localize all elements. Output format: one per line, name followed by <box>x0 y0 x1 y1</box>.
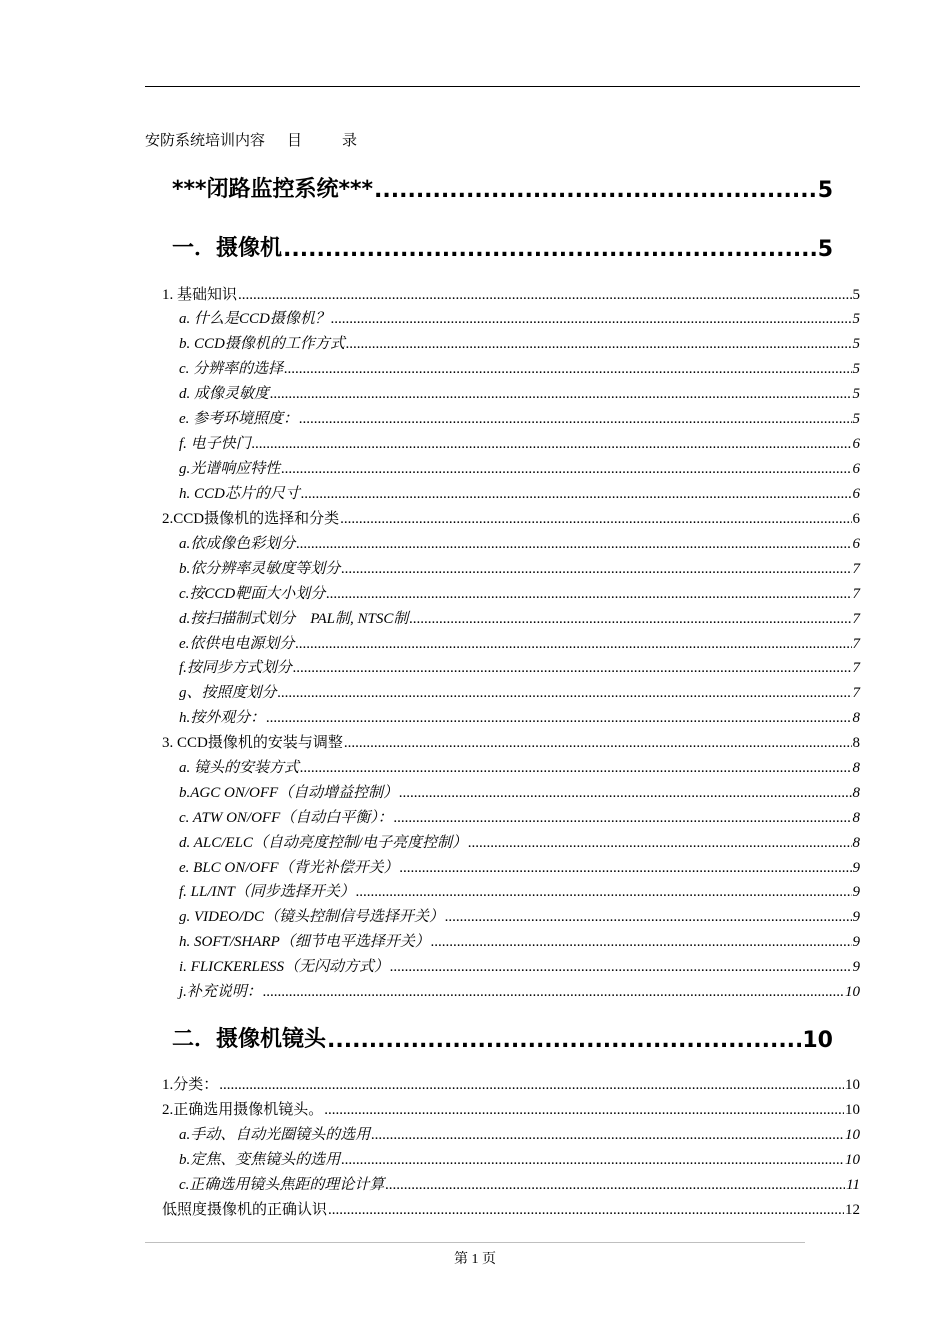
toc-entry-page: 9 <box>852 860 860 876</box>
footer-rule <box>145 1242 805 1243</box>
toc-entry-page: 6 <box>852 436 860 452</box>
header-title: 安防系统培训内容 <box>145 133 266 149</box>
toc-entry[interactable] <box>179 656 860 677</box>
toc-entry-title: h.按外观分： <box>179 710 266 726</box>
toc-leader-dots <box>328 1202 844 1219</box>
toc-entry-page: 8 <box>852 835 860 851</box>
toc-entry[interactable] <box>179 681 860 702</box>
running-header <box>145 129 357 150</box>
toc-leader-dots <box>409 611 851 628</box>
toc-leader-dots <box>284 361 851 378</box>
toc-entry[interactable] <box>162 507 860 528</box>
toc-leader-dots <box>293 660 852 677</box>
toc-entry-title: f.按同步方式划分 <box>179 660 292 676</box>
toc-entry-title: d. ALC/ELC（自动亮度控制/电子亮度控制） <box>179 835 468 851</box>
toc-entry[interactable] <box>179 806 860 827</box>
toc-entry-page: 7 <box>852 561 860 577</box>
toc-entry-page: 9 <box>852 959 860 975</box>
toc-entry[interactable] <box>179 607 860 628</box>
toc-entry[interactable] <box>172 172 833 203</box>
toc-leader-dots <box>283 237 817 262</box>
toc-leader-dots <box>219 1077 844 1094</box>
toc-entry[interactable] <box>179 905 860 926</box>
toc-entry-title: b.定焦、变焦镜头的选用 <box>179 1152 341 1168</box>
toc-entry-title: i. FLICKERLESS（无闪动方式） <box>179 959 390 975</box>
toc-entry-page: 9 <box>852 884 860 900</box>
toc-entry-page: 7 <box>852 611 860 627</box>
toc-leader-dots <box>399 785 851 802</box>
toc-entry[interactable] <box>179 955 860 976</box>
toc-entry[interactable] <box>179 880 860 901</box>
toc-entry[interactable] <box>179 1173 860 1194</box>
page-number: 第 1 页 <box>454 1252 496 1267</box>
toc-leader-dots <box>341 1152 844 1169</box>
toc-leader-dots <box>400 860 852 877</box>
toc-entry[interactable] <box>179 1123 860 1144</box>
header-mu: 目 <box>287 133 303 149</box>
toc-entry[interactable] <box>162 1098 860 1119</box>
toc-entry-title: h. CCD芯片的尺寸 <box>179 486 300 502</box>
toc-leader-dots <box>344 735 852 752</box>
toc-leader-dots <box>301 486 852 503</box>
header-rule <box>145 86 860 87</box>
header-lu: 录 <box>342 133 358 149</box>
toc-entry-page: 5 <box>852 361 860 377</box>
toc-entry-page: 9 <box>852 934 860 950</box>
toc-entry[interactable] <box>179 781 860 802</box>
toc-entry-title: f. LL/INT（同步选择开关） <box>179 884 355 900</box>
toc-entry-page: 7 <box>852 636 860 652</box>
toc-leader-dots <box>296 536 851 553</box>
toc-entry-title: g.光谱响应特性 <box>179 461 281 477</box>
toc-entry-title: c. 分辨率的选择 <box>179 361 284 377</box>
toc-entry[interactable] <box>179 382 860 403</box>
toc-leader-dots <box>346 336 852 353</box>
toc-entry-title: b.依分辨率灵敏度等划分 <box>179 561 341 577</box>
toc-entry[interactable] <box>179 457 860 478</box>
toc-entry-page: 10 <box>845 1127 860 1143</box>
toc-leader-dots <box>331 311 852 328</box>
toc-entry-page: 7 <box>852 586 860 602</box>
toc-entry-title: d.按扫描制式划分 PAL制, NTSC制 <box>179 611 409 627</box>
toc-entry[interactable] <box>179 407 860 428</box>
toc-entry[interactable] <box>172 1022 833 1053</box>
toc-entry-page: 6 <box>852 486 860 502</box>
toc-leader-dots <box>394 810 852 827</box>
toc-entry-title: a.依成像色彩划分 <box>179 536 296 552</box>
toc-entry[interactable] <box>179 1148 860 1169</box>
toc-entry-title: c.正确选用镜头焦距的理论计算 <box>179 1177 385 1193</box>
toc-entry[interactable] <box>179 432 860 453</box>
toc-entry-title: 低照度摄像机的正确认识 <box>162 1202 328 1218</box>
toc-entry-page: 5 <box>817 178 833 203</box>
toc-leader-dots <box>263 984 844 1001</box>
toc-entry-page: 8 <box>852 710 860 726</box>
toc-entry-page: 9 <box>852 909 860 925</box>
toc-entry-title: b.AGC ON/OFF（自动增益控制） <box>179 785 399 801</box>
toc-entry-title: 3. CCD摄像机的安装与调整 <box>162 735 343 751</box>
toc-entry-page: 6 <box>852 536 860 552</box>
toc-entry[interactable] <box>179 831 860 852</box>
toc-entry-page: 5 <box>852 287 860 303</box>
toc-leader-dots <box>270 386 851 403</box>
toc-entry[interactable] <box>162 1198 860 1219</box>
toc-leader-dots <box>327 1028 801 1053</box>
toc-entry-title: g. VIDEO/DC（镜头控制信号选择开关） <box>179 909 444 925</box>
toc-leader-dots <box>238 287 851 304</box>
toc-entry-page: 11 <box>846 1177 860 1193</box>
toc-entry-title: c. ATW ON/OFF（自动白平衡）： <box>179 810 393 826</box>
toc-entry[interactable] <box>179 482 860 503</box>
toc-entry-page: 7 <box>852 660 860 676</box>
toc-entry[interactable] <box>179 756 860 777</box>
toc-entry-page: 5 <box>852 411 860 427</box>
toc-leader-dots <box>266 710 851 727</box>
toc-entry-page: 8 <box>852 760 860 776</box>
toc-leader-dots <box>340 511 851 528</box>
toc-leader-dots <box>374 178 817 203</box>
toc-entry[interactable] <box>179 357 860 378</box>
toc-entry[interactable] <box>162 1073 860 1094</box>
toc-leader-dots <box>252 436 852 453</box>
toc-leader-dots <box>385 1177 845 1194</box>
toc-entry-page: 8 <box>852 735 860 751</box>
toc-entry[interactable] <box>179 307 860 328</box>
toc-entry-title: 二．摄像机镜头 <box>172 1027 327 1052</box>
toc-entry[interactable] <box>179 856 860 877</box>
toc-leader-dots <box>295 636 851 653</box>
toc-entry-title: ***闭路监控系统*** <box>172 177 374 202</box>
toc-leader-dots <box>341 561 851 578</box>
toc-entry-page: 6 <box>852 461 860 477</box>
toc-entry[interactable] <box>172 231 833 262</box>
toc-entry[interactable] <box>162 283 860 304</box>
toc-entry-title: a. 镜头的安装方式 <box>179 760 300 776</box>
toc-leader-dots <box>371 1127 844 1144</box>
toc-entry-title: 2.正确选用摄像机镜头。 <box>162 1102 324 1118</box>
toc-entry[interactable] <box>179 706 860 727</box>
toc-leader-dots <box>431 934 852 951</box>
toc-leader-dots <box>445 909 852 926</box>
toc-entry-title: e. 参考环境照度： <box>179 411 299 427</box>
toc-entry-page: 10 <box>845 1102 860 1118</box>
toc-entry-page: 7 <box>852 685 860 701</box>
toc-entry-page: 6 <box>852 511 860 527</box>
toc-entry-page: 10 <box>845 1077 860 1093</box>
toc-entry-page: 5 <box>852 336 860 352</box>
toc-entry-page: 5 <box>852 311 860 327</box>
toc-entry-title: a. 什么是CCD摄像机？ <box>179 311 330 327</box>
toc-leader-dots <box>326 586 851 603</box>
toc-entry-page: 5 <box>817 237 833 262</box>
toc-entry-title: d. 成像灵敏度 <box>179 386 270 402</box>
toc-entry-title: f. 电子快门 <box>179 436 251 452</box>
toc-entry[interactable] <box>179 930 860 951</box>
toc-entry-title: b. CCD摄像机的工作方式 <box>179 336 345 352</box>
toc-entry[interactable] <box>179 582 860 603</box>
toc-entry[interactable] <box>179 557 860 578</box>
toc-entry[interactable] <box>179 332 860 353</box>
toc-entry-title: j.补充说明： <box>179 984 262 1000</box>
toc-entry-page: 12 <box>845 1202 860 1218</box>
toc-leader-dots <box>390 959 851 976</box>
toc-entry-page: 8 <box>852 810 860 826</box>
toc-entry-page: 5 <box>852 386 860 402</box>
toc-entry-title: a.手动、自动光圈镜头的选用 <box>179 1127 371 1143</box>
toc-entry-title: e.依供电电源划分 <box>179 636 295 652</box>
toc-entry-page: 10 <box>802 1028 833 1053</box>
toc-entry-title: 1.分类： <box>162 1077 219 1093</box>
toc-entry-title: c.按CCD靶面大小划分 <box>179 586 326 602</box>
toc-entry[interactable] <box>179 980 860 1001</box>
toc-entry-title: h. SOFT/SHARP（细节电平选择开关） <box>179 934 430 950</box>
toc-entry[interactable] <box>179 632 860 653</box>
toc-entry-page: 10 <box>845 984 860 1000</box>
toc-entry[interactable] <box>179 532 860 553</box>
toc-leader-dots <box>356 884 852 901</box>
toc-entry-title: 一．摄像机 <box>172 236 283 261</box>
toc-leader-dots <box>300 760 851 777</box>
toc-entry-title: 1. 基础知识 <box>162 287 238 303</box>
toc-entry[interactable] <box>162 731 860 752</box>
toc-leader-dots <box>468 835 851 852</box>
toc-leader-dots <box>278 685 852 702</box>
toc-entry-page: 8 <box>852 785 860 801</box>
toc-entry-title: g、按照度划分 <box>179 685 277 701</box>
toc-entry-title: e. BLC ON/OFF（背光补偿开关） <box>179 860 399 876</box>
toc-entry-page: 10 <box>845 1152 860 1168</box>
toc-leader-dots <box>324 1102 844 1119</box>
toc-entry-title: 2.CCD摄像机的选择和分类 <box>162 511 340 527</box>
toc-leader-dots <box>299 411 851 428</box>
toc-leader-dots <box>281 461 851 478</box>
